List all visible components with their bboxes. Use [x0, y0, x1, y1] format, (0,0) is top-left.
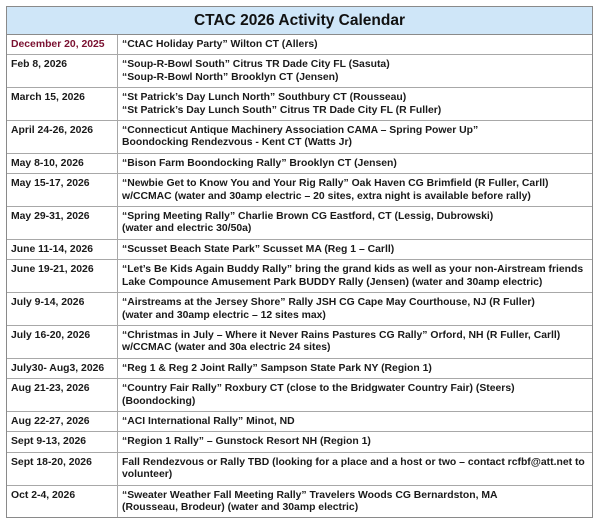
calendar-title: CTAC 2026 Activity Calendar	[7, 7, 592, 35]
calendar-row	[7, 55, 592, 88]
event-date: June 11-14, 2026	[7, 239, 118, 259]
calendar-row	[7, 121, 592, 154]
event-date: June 19-21, 2026	[7, 260, 118, 293]
event-date: Aug 21-23, 2026	[7, 379, 118, 412]
calendar-row	[7, 452, 592, 485]
calendar-row	[7, 35, 592, 55]
event-description: “CtAC Holiday Party” Wilton CT (Allers)	[122, 39, 318, 50]
event-description: “Soup-R-Bowl South” Citrus TR Dade City FL (Sasuta) “Soup-R-Bowl North” Brooklyn CT (Jensen)	[118, 55, 593, 88]
event-description: “ACI International Rally” Minot, ND	[118, 411, 593, 431]
event-date: May 8-10, 2026	[7, 153, 118, 173]
activity-calendar	[6, 6, 593, 518]
calendar-row	[7, 88, 592, 121]
event-description: “Region 1 Rally” – Gunstock Resort NH (Region 1)	[118, 432, 593, 452]
event-date: March 15, 2026	[7, 88, 118, 121]
calendar-row	[7, 174, 592, 207]
event-date: April 24-26, 2026	[7, 121, 118, 154]
calendar-rows	[7, 35, 592, 517]
calendar-row	[7, 293, 592, 326]
event-description: “Bison Farm Boondocking Rally” Brooklyn CT (Jensen)	[118, 153, 593, 173]
event-date: May 15-17, 2026	[7, 174, 118, 207]
calendar-row	[7, 432, 592, 452]
calendar-row	[7, 207, 592, 240]
event-description: “Scusset Beach State Park” Scusset MA (Reg 1 – Carll)	[118, 239, 593, 259]
event-date: December 20, 2025	[7, 35, 118, 55]
calendar-row	[7, 153, 592, 173]
event-description: Fall Rendezvous or Rally TBD (looking for a place and a host or two – contact rcfbf@att.net to volunteer)	[118, 452, 593, 485]
event-date: Sept 9-13, 2026	[7, 432, 118, 452]
event-description: “Christmas in July – Where it Never Rains Pastures CG Rally” Orford, NH (R Fuller, Carll) w/CCMAC (water and 30a electric 24 sites)	[118, 325, 593, 358]
event-description: “Reg 1 & Reg 2 Joint Rally” Sampson State Park NY (Region 1)	[118, 358, 593, 378]
calendar-row	[7, 239, 592, 259]
event-date: July 16-20, 2026	[7, 325, 118, 358]
calendar-table	[7, 35, 592, 517]
event-date: Oct 2-4, 2026	[7, 485, 118, 517]
event-date: July 9-14, 2026	[7, 293, 118, 326]
event-description: “Country Fair Rally” Roxbury CT (close to the Bridgwater Country Fair) (Steers) (Boondocking)	[118, 379, 593, 412]
calendar-row	[7, 358, 592, 378]
event-description: “Spring Meeting Rally” Charlie Brown CG Eastford, CT (Lessig, Dubrowski) (water and electric 30/50a)	[118, 207, 593, 240]
calendar-row	[7, 411, 592, 431]
event-description: “Airstreams at the Jersey Shore” Rally JSH CG Cape May Courthouse, NJ (R Fuller) (water and 30amp electric – 12 sites max)	[118, 293, 593, 326]
event-date: May 29-31, 2026	[7, 207, 118, 240]
event-date: Aug 22-27, 2026	[7, 411, 118, 431]
event-description: “Sweater Weather Fall Meeting Rally” Travelers Woods CG Bernardston, MA (Rousseau, Brodeur) (water and 30amp electric)	[118, 485, 593, 517]
event-date: Feb 8, 2026	[7, 55, 118, 88]
event-description: “Connecticut Antique Machinery Association CAMA – Spring Power Up” Boondocking Rendezvous - Kent CT (Watts Jr)	[118, 121, 593, 154]
calendar-row	[7, 260, 592, 293]
event-description: “St Patrick’s Day Lunch North” Southbury CT (Rousseau) “St Patrick’s Day Lunch South” Citrus TR Dade City FL (R Fuller)	[118, 88, 593, 121]
event-date: July30- Aug3, 2026	[7, 358, 118, 378]
event-date: Sept 18-20, 2026	[7, 452, 118, 485]
event-description: “Let’s Be Kids Again Buddy Rally” bring the grand kids as well as your non-Airstream friends Lake Compounce Amusement Park BUDDY Rally (Jensen) (water and 30amp electric)	[118, 260, 593, 293]
event-description: “Newbie Get to Know You and Your Rig Rally” Oak Haven CG Brimfield (R Fuller, Carll) w/CCMAC (water and 30amp electric – 20 sites, extra night is available before rally)	[118, 174, 593, 207]
calendar-row	[7, 325, 592, 358]
calendar-row	[7, 379, 592, 412]
